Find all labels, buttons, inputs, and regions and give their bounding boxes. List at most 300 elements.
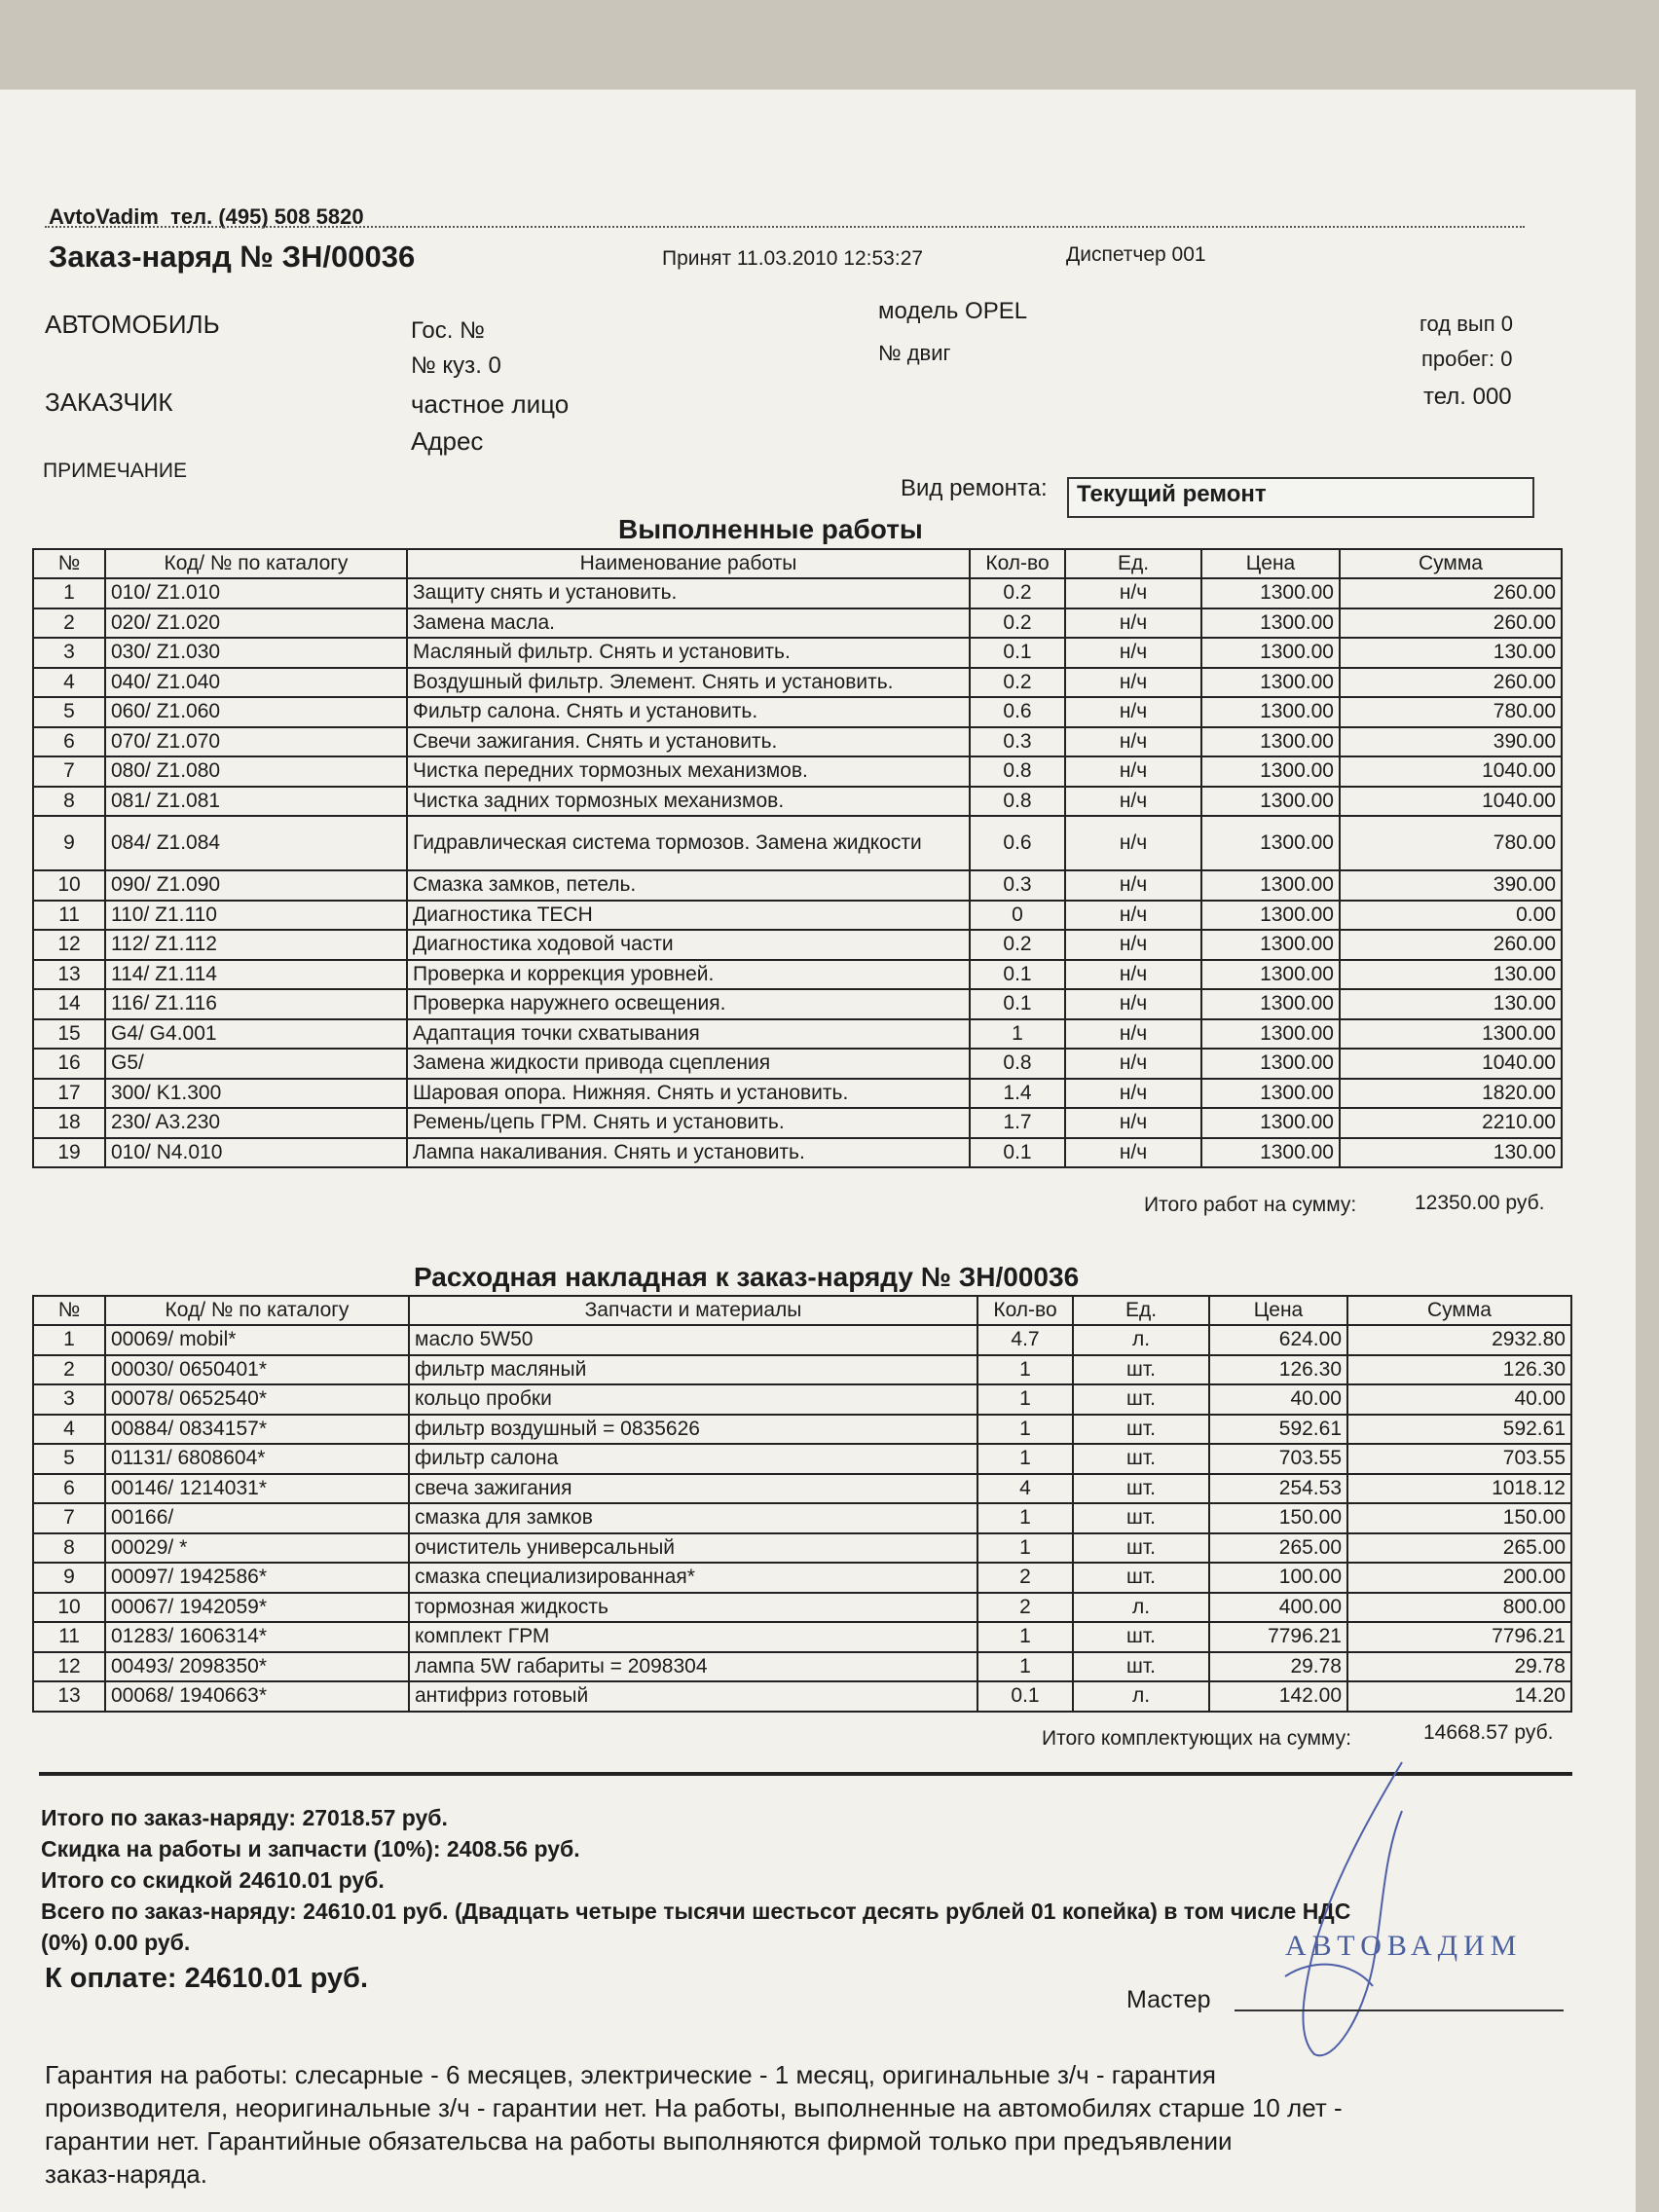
table-cell: 150.00 (1347, 1503, 1571, 1533)
table-cell: 010/ Z1.010 (105, 578, 407, 608)
table-cell: 6 (33, 1474, 105, 1504)
table-cell: тормозная жидкость (409, 1593, 977, 1623)
table-cell: 010/ N4.010 (105, 1138, 407, 1168)
table-cell: н/ч (1065, 901, 1201, 931)
table-cell: л. (1073, 1325, 1209, 1355)
table-cell: 1 (33, 578, 105, 608)
table-row (33, 1355, 1571, 1385)
table-cell: н/ч (1065, 1019, 1201, 1050)
table-cell: 12 (33, 930, 105, 960)
company-stamp: АВТОВАДИМ (1285, 1930, 1523, 1962)
table-cell: 265.00 (1209, 1533, 1347, 1564)
table-cell: 1300.00 (1201, 1079, 1340, 1109)
customer-name: частное лицо (411, 389, 570, 419)
parts-header-col-price: Цена (1209, 1296, 1347, 1325)
table-cell: 1040.00 (1340, 1049, 1562, 1079)
table-cell: 0.6 (970, 697, 1065, 727)
table-cell: Диагностика ходовой части (407, 930, 970, 960)
table-cell: 0.2 (970, 930, 1065, 960)
table-cell: н/ч (1065, 930, 1201, 960)
table-cell: шт. (1073, 1533, 1209, 1564)
table-cell: л. (1073, 1593, 1209, 1623)
table-cell: фильтр масляный (409, 1355, 977, 1385)
table-cell: н/ч (1065, 1049, 1201, 1079)
table-cell: 112/ Z1.112 (105, 930, 407, 960)
table-cell: 7796.21 (1209, 1622, 1347, 1652)
table-cell: н/ч (1065, 668, 1201, 698)
table-cell: 230/ A3.230 (105, 1108, 407, 1138)
works-header-row (33, 549, 1562, 578)
table-cell: 1018.12 (1347, 1474, 1571, 1504)
table-cell: шт. (1073, 1503, 1209, 1533)
table-cell: 130.00 (1340, 989, 1562, 1019)
table-cell: 14.20 (1347, 1681, 1571, 1712)
table-row (33, 1108, 1562, 1138)
table-cell: 0.2 (970, 668, 1065, 698)
table-cell: 130.00 (1340, 1138, 1562, 1168)
dispatcher: Диспетчер 001 (1066, 243, 1206, 266)
table-cell: 10 (33, 1593, 105, 1623)
table-cell: шт. (1073, 1415, 1209, 1445)
table-cell: 2932.80 (1347, 1325, 1571, 1355)
table-row (33, 1681, 1571, 1712)
table-cell: 0.3 (970, 870, 1065, 901)
table-cell: 1 (977, 1415, 1073, 1445)
customer-address: Адрес (411, 426, 484, 456)
table-cell: н/ч (1065, 697, 1201, 727)
car-model: модель OPEL (878, 298, 1028, 324)
table-cell: 00146/ 1214031* (105, 1474, 409, 1504)
table-cell: 1300.00 (1201, 960, 1340, 990)
table-cell: 00884/ 0834157* (105, 1415, 409, 1445)
table-row (33, 1474, 1571, 1504)
table-cell: 00493/ 2098350* (105, 1652, 409, 1682)
works-header-col-unit: Ед. (1065, 549, 1201, 578)
table-row (33, 1138, 1562, 1168)
table-cell: 1300.00 (1201, 578, 1340, 608)
table-row (33, 1415, 1571, 1445)
table-cell: 260.00 (1340, 578, 1562, 608)
warranty-line-3: гарантии нет. Гарантийные обязательсва на работы выполняются фирмой только при предъявлении (45, 2126, 1233, 2156)
company-phone: тел. (495) 508 5820 (170, 204, 364, 229)
table-row (33, 1622, 1571, 1652)
table-cell: н/ч (1065, 727, 1201, 757)
car-year: год вып 0 (1419, 312, 1514, 336)
table-cell: 0.1 (970, 989, 1065, 1019)
works-header-col-name: Наименование работы (407, 549, 970, 578)
table-row (33, 1049, 1562, 1079)
table-cell: 130.00 (1340, 638, 1562, 668)
customer-phone: тел. 000 (1423, 384, 1512, 410)
table-cell: 081/ Z1.081 (105, 787, 407, 817)
table-cell: 703.55 (1347, 1444, 1571, 1474)
table-row (33, 1503, 1571, 1533)
table-row (33, 1593, 1571, 1623)
table-cell: 1300.00 (1201, 638, 1340, 668)
repair-type-field: Текущий ремонт (1067, 477, 1534, 518)
table-cell: Проверка и коррекция уровней. (407, 960, 970, 990)
table-cell: 1300.00 (1201, 870, 1340, 901)
table-cell: Ремень/цепь ГРМ. Снять и установить. (407, 1108, 970, 1138)
customer-label: ЗАКАЗЧИК (45, 387, 173, 417)
table-cell: 0.8 (970, 1049, 1065, 1079)
table-cell: 265.00 (1347, 1533, 1571, 1564)
table-cell: 142.00 (1209, 1681, 1347, 1712)
table-cell: 110/ Z1.110 (105, 901, 407, 931)
table-cell: 2 (33, 1355, 105, 1385)
table-cell: шт. (1073, 1652, 1209, 1682)
table-cell: 1820.00 (1340, 1079, 1562, 1109)
table-cell: 00030/ 0650401* (105, 1355, 409, 1385)
table-cell: 0.8 (970, 787, 1065, 817)
note-label: ПРИМЕЧАНИЕ (43, 460, 187, 482)
table-cell: 1 (977, 1355, 1073, 1385)
table-cell: 592.61 (1209, 1415, 1347, 1445)
table-cell: н/ч (1065, 1108, 1201, 1138)
table-cell: 40.00 (1209, 1384, 1347, 1415)
table-cell: 1 (977, 1652, 1073, 1682)
table-cell: 130.00 (1340, 960, 1562, 990)
car-mileage: пробег: 0 (1421, 347, 1513, 371)
table-row (33, 1384, 1571, 1415)
table-cell: Замена масла. (407, 608, 970, 639)
table-cell: 14 (33, 989, 105, 1019)
table-cell: н/ч (1065, 787, 1201, 817)
parts-table (32, 1295, 1572, 1713)
table-row (33, 930, 1562, 960)
parts-header-col-name: Запчасти и материалы (409, 1296, 977, 1325)
table-cell: 126.30 (1347, 1355, 1571, 1385)
table-cell: н/ч (1065, 608, 1201, 639)
table-cell: 8 (33, 787, 105, 817)
parts-header-col-qty: Кол-во (977, 1296, 1073, 1325)
table-cell: 1 (33, 1325, 105, 1355)
table-cell: 1300.00 (1201, 1108, 1340, 1138)
table-cell: 7 (33, 1503, 105, 1533)
table-row (33, 608, 1562, 639)
table-cell: 254.53 (1209, 1474, 1347, 1504)
table-cell: 090/ Z1.090 (105, 870, 407, 901)
table-cell: 800.00 (1347, 1593, 1571, 1623)
table-row (33, 1019, 1562, 1050)
table-row (33, 1652, 1571, 1682)
table-cell: 4 (33, 1415, 105, 1445)
table-cell: 4 (977, 1474, 1073, 1504)
table-cell: 260.00 (1340, 608, 1562, 639)
table-cell: 13 (33, 1681, 105, 1712)
table-cell: 17 (33, 1079, 105, 1109)
gos-no: Гос. № (411, 317, 485, 344)
table-cell: Воздушный фильтр. Элемент. Снять и установить. (407, 668, 970, 698)
table-cell: 1 (977, 1622, 1073, 1652)
table-cell: G5/ (105, 1049, 407, 1079)
table-cell: 29.78 (1347, 1652, 1571, 1682)
repair-type-label: Вид ремонта: (901, 475, 1048, 501)
table-cell: 01131/ 6808604* (105, 1444, 409, 1474)
table-row (33, 638, 1562, 668)
table-cell: Замена жидкости привода сцепления (407, 1049, 970, 1079)
table-cell: 1300.00 (1201, 787, 1340, 817)
order-title: Заказ-наряд № ЗН/00036 (49, 240, 416, 274)
table-cell: 070/ Z1.070 (105, 727, 407, 757)
table-cell: 00068/ 1940663* (105, 1681, 409, 1712)
table-cell: 1300.00 (1201, 727, 1340, 757)
table-cell: н/ч (1065, 816, 1201, 870)
table-cell: 0.00 (1340, 901, 1562, 931)
table-cell: комплект ГРМ (409, 1622, 977, 1652)
table-cell: Защиту снять и установить. (407, 578, 970, 608)
company-name: AvtoVadim (49, 204, 159, 229)
table-row (33, 901, 1562, 931)
summary-vat: (0%) 0.00 руб. (41, 1930, 191, 1955)
master-label: Мастер (1126, 1986, 1211, 2013)
table-cell: Чистка передних тормозных механизмов. (407, 756, 970, 787)
table-row (33, 787, 1562, 817)
parts-header-col-code: Код/ № по каталогу (105, 1296, 409, 1325)
parts-header-col-unit: Ед. (1073, 1296, 1209, 1325)
table-cell: шт. (1073, 1563, 1209, 1593)
table-cell: 00069/ mobil* (105, 1325, 409, 1355)
table-cell: 390.00 (1340, 727, 1562, 757)
table-cell: 080/ Z1.080 (105, 756, 407, 787)
table-cell: 5 (33, 1444, 105, 1474)
table-cell: Чистка задних тормозных механизмов. (407, 787, 970, 817)
table-cell: 15 (33, 1019, 105, 1050)
works-table (32, 548, 1563, 1168)
table-cell: шт. (1073, 1355, 1209, 1385)
signature (1256, 1752, 1421, 2074)
table-cell: 1300.00 (1201, 697, 1340, 727)
table-cell: 084/ Z1.084 (105, 816, 407, 870)
accepted-date: Принят 11.03.2010 12:53:27 (662, 247, 924, 270)
table-cell: л. (1073, 1681, 1209, 1712)
table-cell: 030/ Z1.030 (105, 638, 407, 668)
table-cell: 9 (33, 816, 105, 870)
table-cell: 7 (33, 756, 105, 787)
table-row (33, 1079, 1562, 1109)
table-cell: 40.00 (1347, 1384, 1571, 1415)
works-header-col-code: Код/ № по каталогу (105, 549, 407, 578)
table-cell: 1300.00 (1201, 1138, 1340, 1168)
table-cell: 18 (33, 1108, 105, 1138)
table-cell: 1300.00 (1201, 930, 1340, 960)
table-row (33, 816, 1562, 870)
table-row (33, 870, 1562, 901)
summary-discount: Скидка на работы и запчасти (10%): 2408.56 руб. (41, 1836, 580, 1862)
table-cell: 260.00 (1340, 668, 1562, 698)
summary-discounted: Итого со скидкой 24610.01 руб. (41, 1867, 385, 1893)
table-cell: 040/ Z1.040 (105, 668, 407, 698)
table-cell: н/ч (1065, 1138, 1201, 1168)
table-cell: 00067/ 1942059* (105, 1593, 409, 1623)
table-cell: шт. (1073, 1622, 1209, 1652)
table-row (33, 668, 1562, 698)
table-cell: 0 (970, 901, 1065, 931)
table-cell: 1300.00 (1201, 901, 1340, 931)
table-cell: 0.1 (970, 638, 1065, 668)
table-cell: 1300.00 (1201, 989, 1340, 1019)
parts-total-label: Итого комплектующих на сумму: (1042, 1727, 1351, 1750)
table-cell: Адаптация точки схватывания (407, 1019, 970, 1050)
table-cell: 00166/ (105, 1503, 409, 1533)
table-cell: 0.8 (970, 756, 1065, 787)
table-row (33, 756, 1562, 787)
engine-no: № двиг (878, 341, 951, 365)
table-cell: Проверка наружнего освещения. (407, 989, 970, 1019)
table-cell: 114/ Z1.114 (105, 960, 407, 990)
table-cell: 780.00 (1340, 816, 1562, 870)
table-cell: 1300.00 (1201, 1019, 1340, 1050)
table-cell: Диагностика TECH (407, 901, 970, 931)
works-total-label: Итого работ на сумму: (1144, 1194, 1357, 1216)
table-cell: кольцо пробки (409, 1384, 977, 1415)
table-cell: 0.3 (970, 727, 1065, 757)
table-cell: н/ч (1065, 578, 1201, 608)
table-cell: смазка для замков (409, 1503, 977, 1533)
table-cell: 00097/ 1942586* (105, 1563, 409, 1593)
table-row (33, 578, 1562, 608)
works-title: Выполненные работы (618, 514, 923, 544)
table-cell: 126.30 (1209, 1355, 1347, 1385)
parts-header-col-sum: Сумма (1347, 1296, 1571, 1325)
table-row (33, 697, 1562, 727)
table-row (33, 1563, 1571, 1593)
table-cell: 780.00 (1340, 697, 1562, 727)
table-cell: 3 (33, 638, 105, 668)
table-cell: 29.78 (1209, 1652, 1347, 1682)
table-cell: Гидравлическая система тормозов. Замена жидкости (407, 816, 970, 870)
table-cell: 1300.00 (1340, 1019, 1562, 1050)
header-divider (45, 226, 1525, 228)
table-cell: Шаровая опора. Нижняя. Снять и установить. (407, 1079, 970, 1109)
table-cell: 100.00 (1209, 1563, 1347, 1593)
table-cell: 9 (33, 1563, 105, 1593)
table-cell: 6 (33, 727, 105, 757)
to-pay: К оплате: 24610.01 руб. (45, 1963, 369, 1994)
table-cell: н/ч (1065, 1079, 1201, 1109)
table-cell: свеча зажигания (409, 1474, 977, 1504)
table-cell: 19 (33, 1138, 105, 1168)
table-cell: 1300.00 (1201, 756, 1340, 787)
table-cell: 3 (33, 1384, 105, 1415)
table-cell: Масляный фильтр. Снять и установить. (407, 638, 970, 668)
table-cell: 13 (33, 960, 105, 990)
table-cell: 116/ Z1.116 (105, 989, 407, 1019)
table-cell: 2 (33, 608, 105, 639)
table-row (33, 1325, 1571, 1355)
table-cell: 1 (970, 1019, 1065, 1050)
table-row (33, 1444, 1571, 1474)
table-cell: Лампа накаливания. Снять и установить. (407, 1138, 970, 1168)
table-cell: 11 (33, 901, 105, 931)
table-cell: 1 (977, 1533, 1073, 1564)
table-cell: н/ч (1065, 989, 1201, 1019)
works-header-col-qty: Кол-во (970, 549, 1065, 578)
table-cell: шт. (1073, 1384, 1209, 1415)
table-cell: 5 (33, 697, 105, 727)
table-cell: очиститель универсальный (409, 1533, 977, 1564)
table-cell: 1300.00 (1201, 1049, 1340, 1079)
table-cell: 12 (33, 1652, 105, 1682)
table-row (33, 960, 1562, 990)
parts-header-row (33, 1296, 1571, 1325)
works-header-col-price: Цена (1201, 549, 1340, 578)
table-cell: 624.00 (1209, 1325, 1347, 1355)
table-cell: 0.1 (977, 1681, 1073, 1712)
works-header-col-num: № (33, 549, 105, 578)
table-cell: лампа 5W габариты = 2098304 (409, 1652, 977, 1682)
table-cell: 400.00 (1209, 1593, 1347, 1623)
table-cell: 1 (977, 1503, 1073, 1533)
table-cell: 060/ Z1.060 (105, 697, 407, 727)
table-cell: 200.00 (1347, 1563, 1571, 1593)
table-cell: масло 5W50 (409, 1325, 977, 1355)
table-cell: 1300.00 (1201, 608, 1340, 639)
table-cell: 00078/ 0652540* (105, 1384, 409, 1415)
table-cell: 1300.00 (1201, 668, 1340, 698)
table-cell: шт. (1073, 1474, 1209, 1504)
parts-title: Расходная накладная к заказ-наряду № ЗН/00036 (414, 1262, 1080, 1292)
table-cell: Фильтр салона. Снять и установить. (407, 697, 970, 727)
table-cell: 592.61 (1347, 1415, 1571, 1445)
table-row (33, 989, 1562, 1019)
table-cell: 1 (977, 1384, 1073, 1415)
table-cell: 4.7 (977, 1325, 1073, 1355)
table-cell: 1 (977, 1444, 1073, 1474)
table-cell: 0.1 (970, 1138, 1065, 1168)
parts-header-col-num: № (33, 1296, 105, 1325)
warranty-line-1: Гарантия на работы: слесарные - 6 месяцев, электрические - 1 месяц, оригинальные з/ч - гарантия (45, 2060, 1216, 2089)
table-cell: 10 (33, 870, 105, 901)
table-cell: 7796.21 (1347, 1622, 1571, 1652)
car-label: АВТОМОБИЛЬ (45, 310, 220, 339)
parts-total: 14668.57 руб. (1423, 1721, 1554, 1744)
table-row (33, 727, 1562, 757)
table-cell: 8 (33, 1533, 105, 1564)
summary-grand-total: Всего по заказ-наряду: 24610.01 руб. (Двадцать четыре тысячи шестьсот десять рублей 01 копейка) в том числе НДС (41, 1899, 1351, 1924)
table-cell: 0.6 (970, 816, 1065, 870)
table-cell: 2 (977, 1593, 1073, 1623)
table-cell: 300/ K1.300 (105, 1079, 407, 1109)
table-cell: н/ч (1065, 756, 1201, 787)
table-cell: Смазка замков, петель. (407, 870, 970, 901)
table-cell: 2 (977, 1563, 1073, 1593)
table-cell: 390.00 (1340, 870, 1562, 901)
table-cell: 11 (33, 1622, 105, 1652)
table-cell: G4/ G4.001 (105, 1019, 407, 1050)
table-cell: 2210.00 (1340, 1108, 1562, 1138)
works-total: 12350.00 руб. (1415, 1192, 1545, 1214)
works-header-col-sum: Сумма (1340, 549, 1562, 578)
table-row (33, 1533, 1571, 1564)
table-cell: 16 (33, 1049, 105, 1079)
table-cell: 020/ Z1.020 (105, 608, 407, 639)
table-cell: н/ч (1065, 960, 1201, 990)
table-cell: шт. (1073, 1444, 1209, 1474)
kuz-no: № куз. 0 (411, 352, 501, 379)
table-cell: 1040.00 (1340, 787, 1562, 817)
table-cell: смазка специализированная* (409, 1563, 977, 1593)
warranty-line-2: производителя, неоригинальные з/ч - гарантии нет. На работы, выполненные на автомобилях старше 10 лет - (45, 2093, 1343, 2122)
summary-total: Итого по заказ-наряду: 27018.57 руб. (41, 1805, 448, 1830)
table-cell: 1040.00 (1340, 756, 1562, 787)
table-cell: н/ч (1065, 638, 1201, 668)
table-cell: антифриз готовый (409, 1681, 977, 1712)
warranty-line-4: заказ-наряда. (45, 2159, 207, 2189)
table-cell: 1300.00 (1201, 816, 1340, 870)
table-cell: 703.55 (1209, 1444, 1347, 1474)
table-cell: 00029/ * (105, 1533, 409, 1564)
